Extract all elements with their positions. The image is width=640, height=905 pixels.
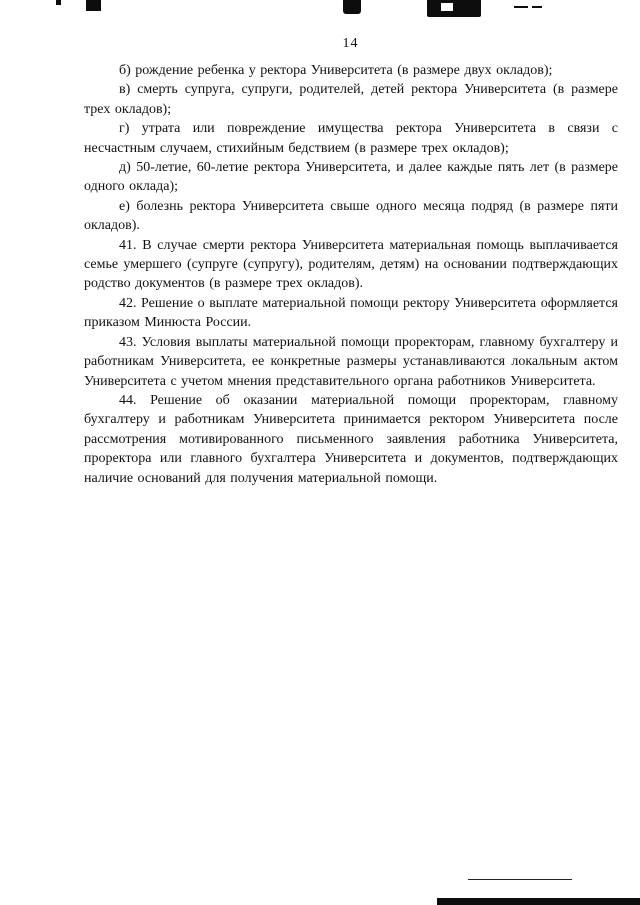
- scan-artifact-bar: [437, 898, 640, 905]
- scan-artifact-notch: [441, 3, 453, 11]
- list-item-d: д) 50-летие, 60-летие ректора Университета, и далее каждые пять лет (в размере одного оклада);: [84, 160, 618, 195]
- clause-41: 41. В случае смерти ректора Университета материальная помощь выплачивается семье умершего (супруге (супругу), родителям, детям) на основании подтверждающих родство документов (в размере трех окладов).: [84, 237, 618, 292]
- list-item-v: в) смерть супруга, супруги, родителей, детей ректора Университета (в размере трех окладов);: [84, 82, 618, 117]
- scan-artifact-mark: [56, 0, 61, 5]
- scan-artifact-dash: [532, 6, 542, 8]
- list-item-b: б) рождение ребенка у ректора Университета (в размере двух окладов);: [119, 63, 553, 78]
- signature-line: [468, 879, 572, 880]
- scan-artifact-dash: [514, 6, 528, 8]
- scan-artifact-mark: [427, 0, 481, 17]
- clause-42: 42. Решение о выплате материальной помощи ректору Университета оформляется приказом Минюста России.: [84, 295, 618, 331]
- scan-artifact-mark: [343, 0, 361, 14]
- scan-artifact-mark: [86, 0, 101, 11]
- list-item-e: е) болезнь ректора Университета свыше одного месяца подряд (в размере пяти окладов).: [84, 198, 618, 234]
- clause-44: 44. Решение об оказании материальной помощи проректорам, главному бухгалтеру и работникам Университета принимается ректором Университета после рассмотрения мотивированного письменного заявления работника Университета, проректора или главного бухгалтера Университета и документов, подтверждающих наличие оснований для получения материальной помощи.: [84, 392, 618, 486]
- clause-43: 43. Условия выплаты материальной помощи проректорам, главному бухгалтеру и работникам Университета, ее конкретные размеры устанавливаются локальным актом Университета с учетом мнения представительного органа работников Университета.: [84, 334, 618, 389]
- page-number: 14: [342, 36, 359, 51]
- list-item-g: г) утрата или повреждение имущества ректора Университета в связи с несчастным случаем, стихийным бедствием (в размере трех окладов);: [84, 121, 618, 156]
- document-body: [84, 61, 618, 488]
